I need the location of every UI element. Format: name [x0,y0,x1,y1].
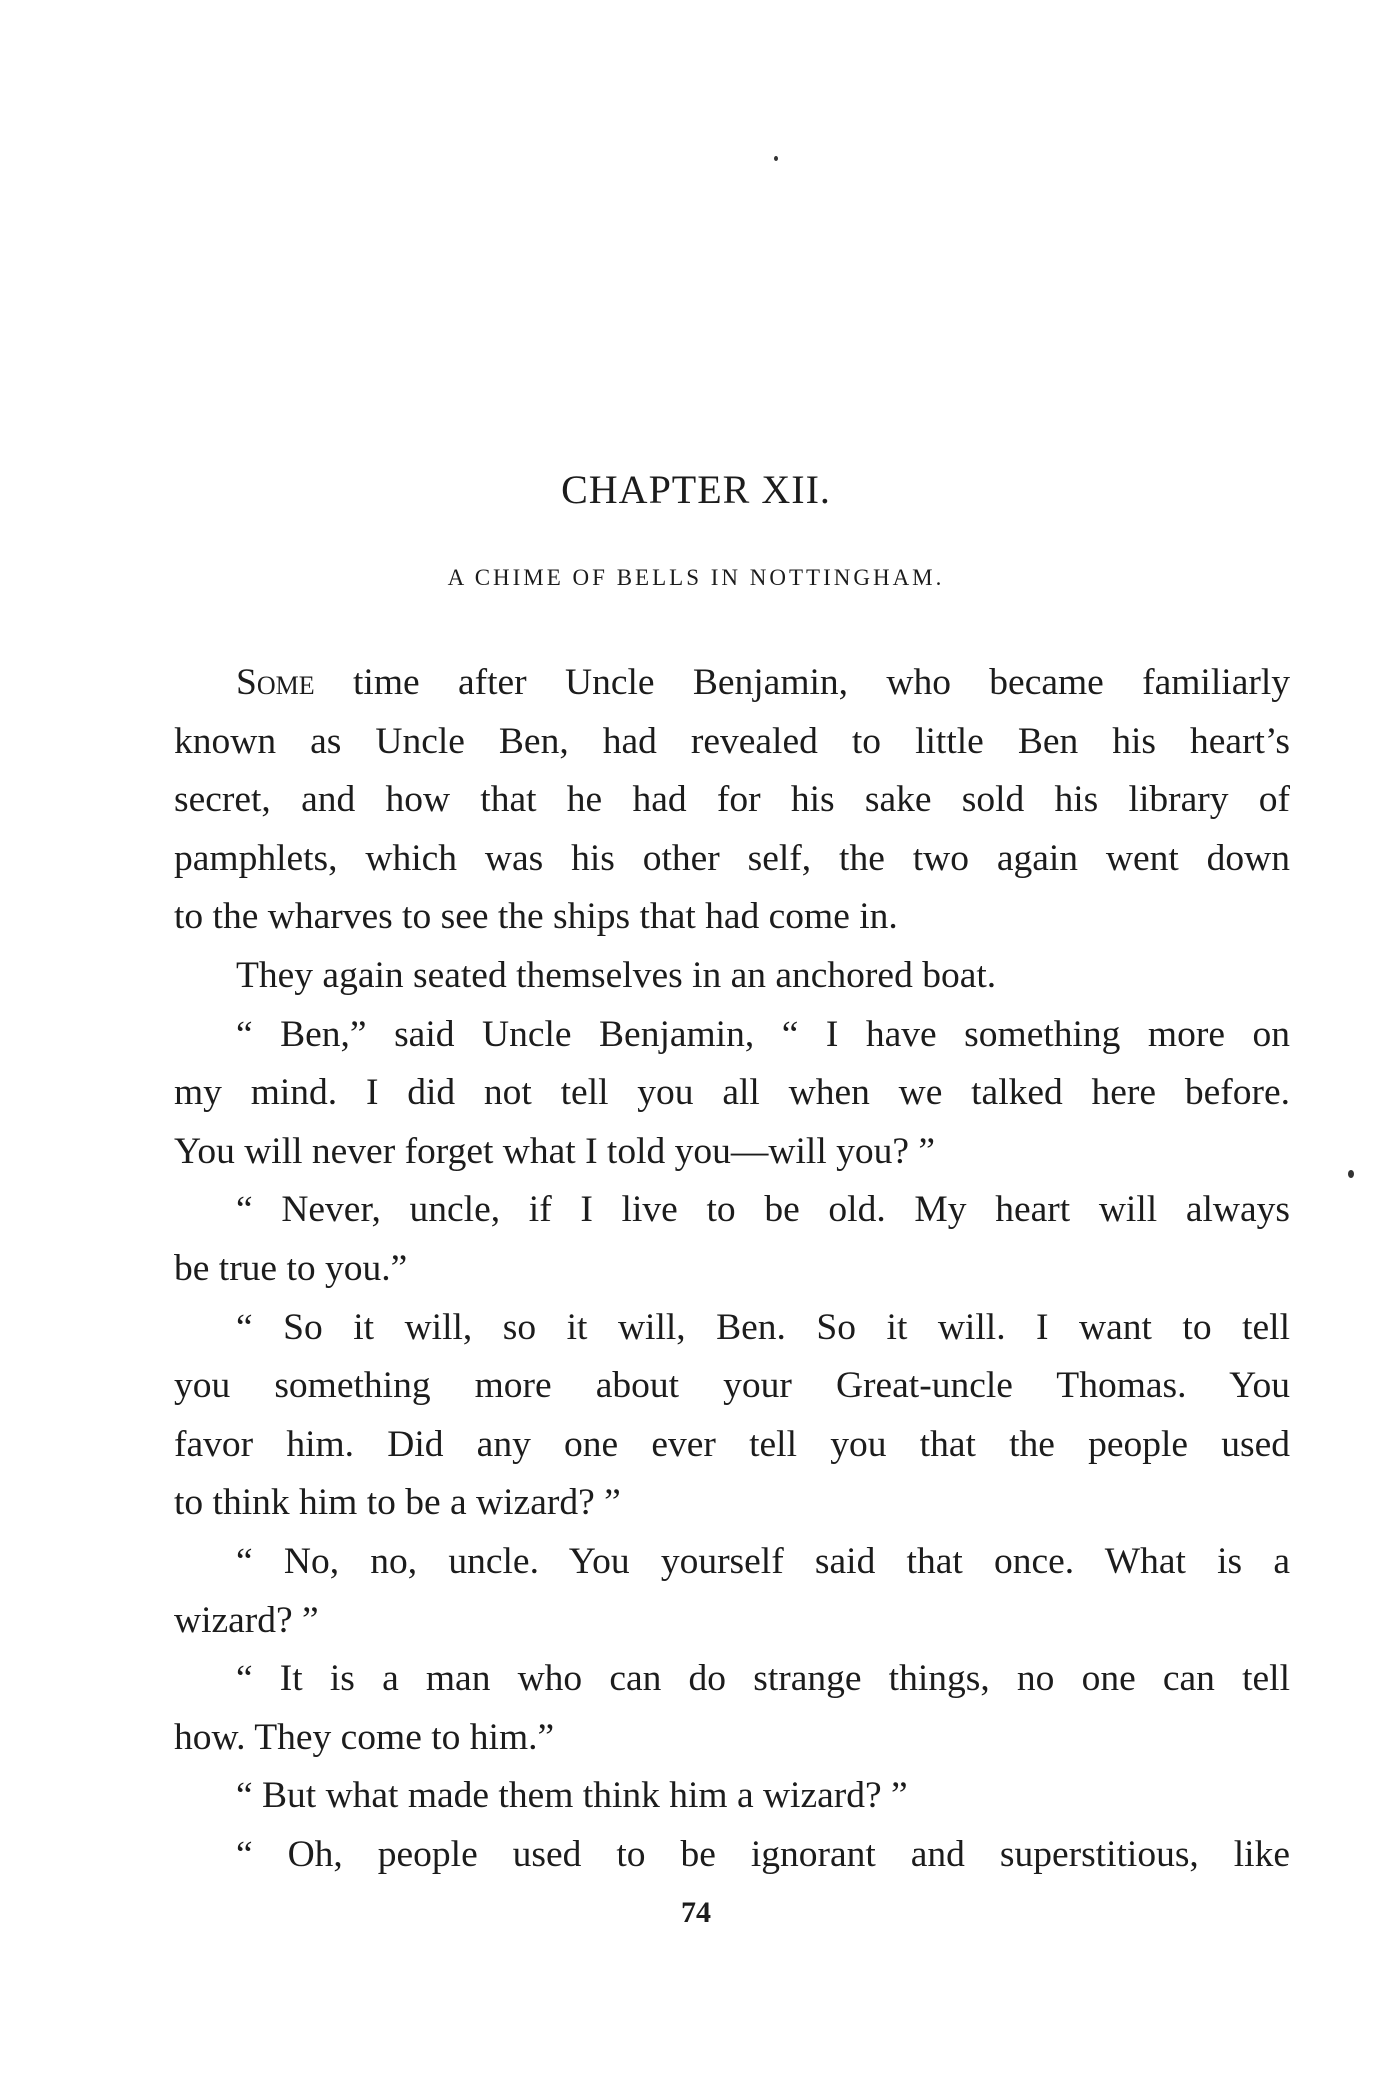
text-line: Some time after Uncle Benjamin, who became familiarly [236,662,1290,703]
text-line: to the wharves to see the ships that had come in. [174,896,898,938]
body-text [174,654,1290,1884]
page-number: 74 [681,1896,711,1929]
text-line: “ Oh, people used to be ignorant and superstitious, like [236,1833,1290,1875]
text-line: favor him. Did any one ever tell you that the people used [174,1423,1290,1465]
text-line: wizard? ” [174,1599,319,1641]
opening-word: Some [236,662,315,703]
text-line: secret, and how that he had for his sake sold his library of [174,779,1290,821]
text-line: be true to you.” [174,1247,408,1289]
text-line: “ It is a man who can do strange things, no one can tell [236,1658,1290,1700]
chapter-title: CHAPTER XII. [561,467,831,512]
text-line: You will never forget what I told you—will you? ” [174,1130,936,1172]
text-line: to think him to be a wizard? ” [174,1482,621,1524]
text-line: my mind. I did not tell you all when we talked here before. [174,1072,1290,1114]
text-line: how. They come to him.” [174,1716,555,1758]
text-line: “ Ben,” said Uncle Benjamin, “ I have something more on [236,1013,1290,1055]
chapter-subtitle: A CHIME OF BELLS IN NOTTINGHAM. [447,565,945,590]
text-line: “ So it will, so it will, Ben. So it will. I want to tell [236,1306,1290,1348]
ink-speck [1348,1170,1354,1178]
ink-speck [774,156,778,161]
text-line: “ Never, uncle, if I live to be old. My heart will always [236,1189,1290,1231]
text-line: pamphlets, which was his other self, the two again went down [174,837,1290,879]
text-line: “ No, no, uncle. You yourself said that once. What is a [236,1540,1290,1582]
text-line: They again seated themselves in an anchored boat. [236,954,997,996]
text-line: you something more about your Great-uncle Thomas. You [174,1365,1290,1407]
text-line: known as Uncle Ben, had revealed to little Ben his heart’s [174,720,1290,762]
text-line: “ But what made them think him a wizard? ” [236,1775,908,1817]
